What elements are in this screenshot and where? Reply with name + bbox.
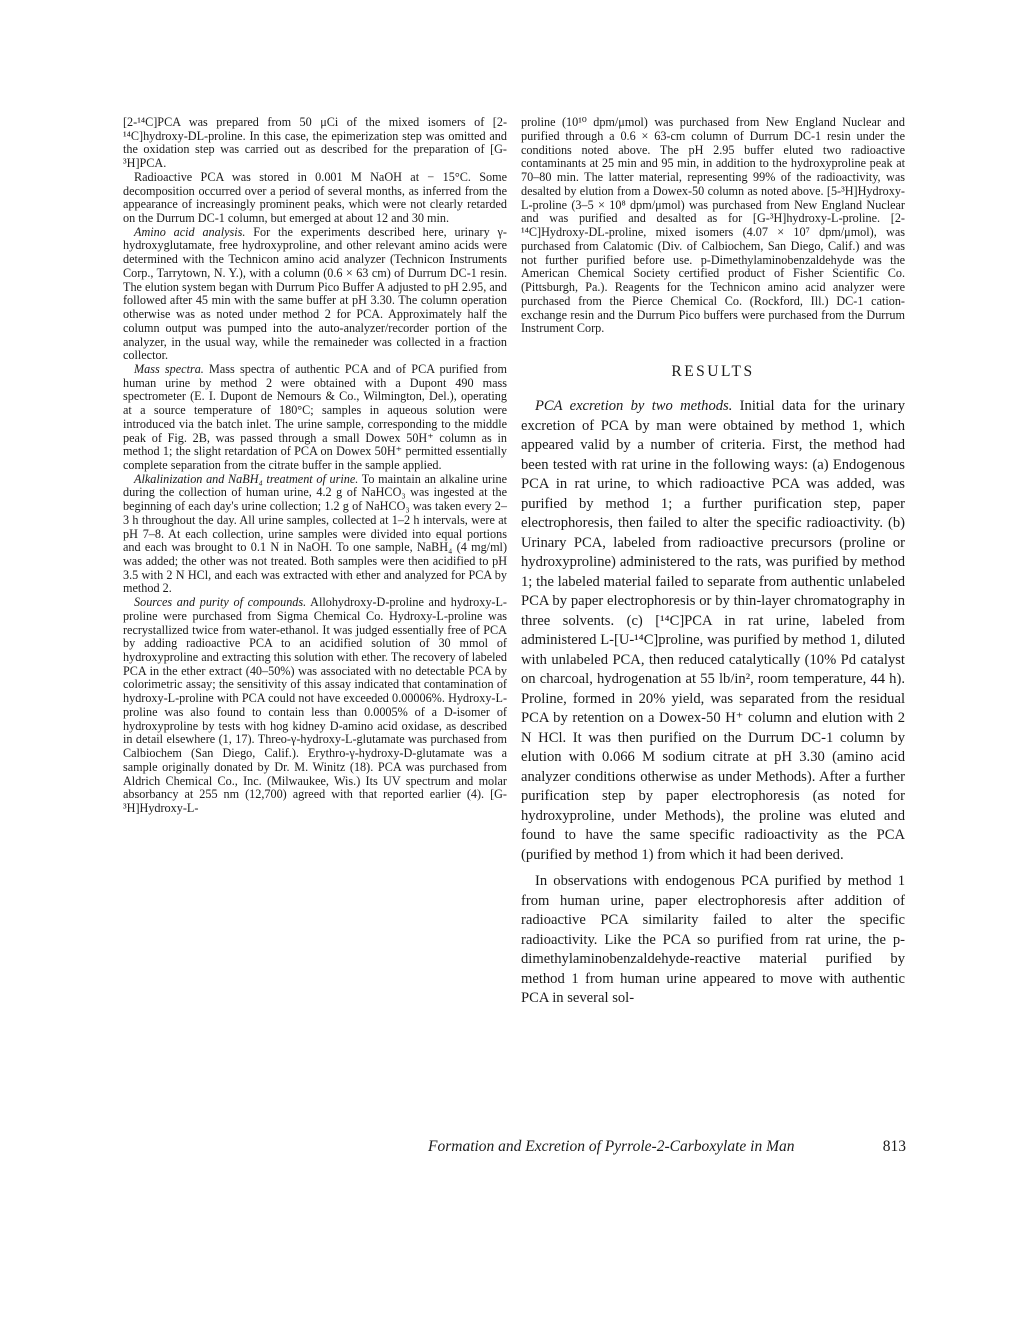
paragraph-mass-spectra bbox=[123, 363, 507, 473]
paragraph-body: Mass spectra of authentic PCA and of PCA purified from human urine by method 2 were obtained with a Dupont 490 mass spectrometer (E. I. Dupont de Nemours & Co., Wilmington, Del.), operating at a source temperature of 180°C; samples in aqueous solution were introduced via the batch inlet. The urine sample, corresponding to the middle peak of Fig. 2B, was passed through a small Dowex 50H⁺ column as in method 1; the slight retardation of PCA on Dowex 50H⁺ permitted essentially complete separation from the citrate buffer in the sample applied. bbox=[123, 361, 507, 472]
page-number: 813 bbox=[882, 1138, 906, 1155]
section-heading-sources-purity: Sources and purity of compounds. bbox=[134, 595, 307, 610]
section-heading-alkalinization: Alkalinization and NaBH₄ treatment of urine. bbox=[134, 471, 359, 486]
paragraph-alkalinization bbox=[123, 473, 507, 596]
paragraph-body: To maintain an alkaline urine during the collection of human urine, 4.2 g of NaHCO₃ was ingested at the beginning of each day's urine collection; 1.2 g of NaHCO₃ was taken every 2–3 h throughout the day. All urine samples, collected at 1–2 h intervals, were at pH 7–8. At each collection, urine samples were divided into equal portions and each was brought to 0.1 N in NaOH. To one sample, NaBH₄ (4 mg/ml) was added; the other was not treated. Both samples were then acidified to pH 3.5 with 2 N HCl, and each was extracted with ether and analyzed for PCA by method 2. bbox=[123, 471, 507, 596]
page-footer bbox=[428, 1138, 906, 1156]
paragraph-pca-excretion bbox=[521, 397, 905, 865]
paragraph-endogenous-pca: In observations with endogenous PCA purified by method 1 from human urine, paper electrophoresis after addition of radioactive PCA similarity failed to alter the specific radioactivity. Like the PCA so purified from rat urine, the p-dimethylaminobenzaldehyde-reactive material purified by method 1 from human urine appeared to move with authentic PCA in several sol- bbox=[521, 873, 905, 1006]
running-title: Formation and Excretion of Pyrrole-2-Carboxylate in Man bbox=[428, 1138, 795, 1155]
paragraph-sources-purity bbox=[123, 596, 507, 816]
paragraph-pca-storage: Radioactive PCA was stored in 0.001 M NaOH at − 15°C. Some decomposition occurred over a period of several months, as inferred from the appearance of increasingly prominent peaks, which were not clearly retarded on the Durrum DC-1 column, but emerged at about 12 and 30 min. bbox=[123, 169, 507, 226]
right-column bbox=[521, 116, 905, 1009]
left-column bbox=[123, 116, 507, 816]
paragraph-body: Initial data for the urinary excretion of PCA by man were obtained by method 1, which appeared valid by a number of criteria. First, the method had been tested with rat urine in the following ways: (a) Endogenous PCA in rat urine, to which radioactive PCA was added, was purified by method 1; a further purification step, paper electrophoresis, then failed to alter the specific radioactivity. (b) Urinary PCA, labeled from radioactive precursors (proline or hydroxyproline) administered to the rats, was purified by method 1; the labeled material failed to separate from authentic unlabeled PCA by paper electrophoresis or by thin-layer chromatography in three solvents. (c) [¹⁴C]PCA in rat urine, labeled from administered L-[U-¹⁴C]proline, was purified by method 1, diluted with unlabeled PCA, then reduced catalytically (10% Pd catalyst on charcoal, hydrogenation at 55 lb/in², room temperature, 44 h). Proline, formed in 20% yield, was separated from the residual PCA by retention on a Dowex-50 H⁺ column and elution with 2 N HCl. It was then purified on the Durrum DC-1 column by elution with 0.066 M sodium citrate at pH 3.30 (amino acid analyzer conditions otherwise as under Methods). After a further purification step by paper electrophoresis (as noted for hydroxyproline, under Methods), the proline was eluted and found to have the same specific radioactivity as the PCA (purified by method 1) from which it had been derived. bbox=[521, 398, 906, 863]
section-heading-mass-spectra: Mass spectra. bbox=[134, 361, 204, 376]
paragraph-body: For the experiments described here, urinary γ-hydroxyglutamate, free hydroxyproline, and other relevant amino acids were determined with the Technicon amino acid analyzer (Technicon Instruments Corp., Tarrytown, N. Y.), with a column (0.6 × 63 cm) of Durrum DC-1 resin. The elution system began with Durrum Pico Buffer A adjusted to pH 2.95, and followed after 45 min with the same buffer at pH 3.30. The column operation otherwise was as noted under method 2 for PCA. Approximately half the column output was pumped into the auto-analyzer/recorder portion of the analyzer, in the usual way, while the remaineder was collected in a fraction collector. bbox=[123, 224, 507, 363]
section-heading-amino-acid-analysis: Amino acid analysis. bbox=[134, 224, 246, 239]
paragraph-pca-preparation: [2-¹⁴C]PCA was prepared from 50 μCi of the mixed isomers of [2-¹⁴C]hydroxy-DL-proline. In this case, the epimerization step was omitted and the oxidation step was carried out as described for the preparation of [G-³H]PCA. bbox=[123, 115, 507, 171]
section-heading-pca-excretion: PCA excretion by two methods. bbox=[535, 398, 733, 414]
paragraph-amino-acid-analysis bbox=[123, 226, 507, 363]
paragraph-body: Allohydroxy-D-proline and hydroxy-L-proline were purchased from Sigma Chemical Co. Hydroxy-L-proline was recrystallized twice from water-ethanol. It was judged essentially free of PCA by adding radioactive PCA to an acidified solution of 30 mmol of hydroxyproline and extracting this solution with ether. The recovery of labeled PCA in the ether extract (40–50%) was associated with no detectable PCA by colorimetric assay; the sensitivity of this assay indicated that contamination of hydroxy-L-proline with PCA could not have exceeded 0.00006%. Hydroxy-L-proline was also found to contain less than 0.0005% of a D-isomer of hydroxyproline by tests with hog kidney D-amino acid oxidase, as described in detail elsewhere (1, 17). Threo-γ-hydroxy-L-glutamate was purchased from Calbiochem (San Diego, Calif.). Erythro-γ-hydroxy-D-glutamate was a sample originally donated by Dr. M. Winitz (18). PCA was purchased from Aldrich Chemical Co., Inc. (Milwaukee, Wis.) Its UV spectrum and molar absorbancy at 255 nm (12,700) agreed with that reported earlier (4). [G-³H]Hydroxy-L- bbox=[123, 595, 507, 815]
paragraph-hydroxyproline-sources: proline (10¹⁰ dpm/μmol) was purchased from New England Nuclear and purified through a 0.6 × 63-cm column of Durrum DC-1 resin under the conditions noted above. The pH 2.95 buffer eluted two radioactive contaminants at 25 min and 95 min, in addition to the hydroxyproline peak at 70–80 min. The latter material, representing 99% of the radioactivity, was desalted by elution from a Dowex-50 column as noted above. [5-³H]Hydroxy-L-proline (3–5 × 10⁸ dpm/μmol) was purchased from New England Nuclear and was purified and desalted as for [G-³H]hydroxy-L-proline. [2-¹⁴C]Hydroxy-DL-proline, mixed isomers (4.07 × 10⁷ dpm/μmol), was purchased from Calatomic (Div. of Calbiochem, San Diego, Calif.) and was not further purified before use. p-Dimethylaminobenzaldehyde was the American Chemical Society certified product of Fisher Scientific Co. (Pittsburgh, Pa.). Reagents for the Technicon amino acid analyzer were purchased from the Pierce Chemical Co. (Rockford, Ill.) DC-1 cation-exchange resin and the Durrum Pico buffers were purchased from the Durrum Instrument Corp. bbox=[521, 115, 905, 336]
results-heading: RESULTS bbox=[671, 363, 755, 380]
